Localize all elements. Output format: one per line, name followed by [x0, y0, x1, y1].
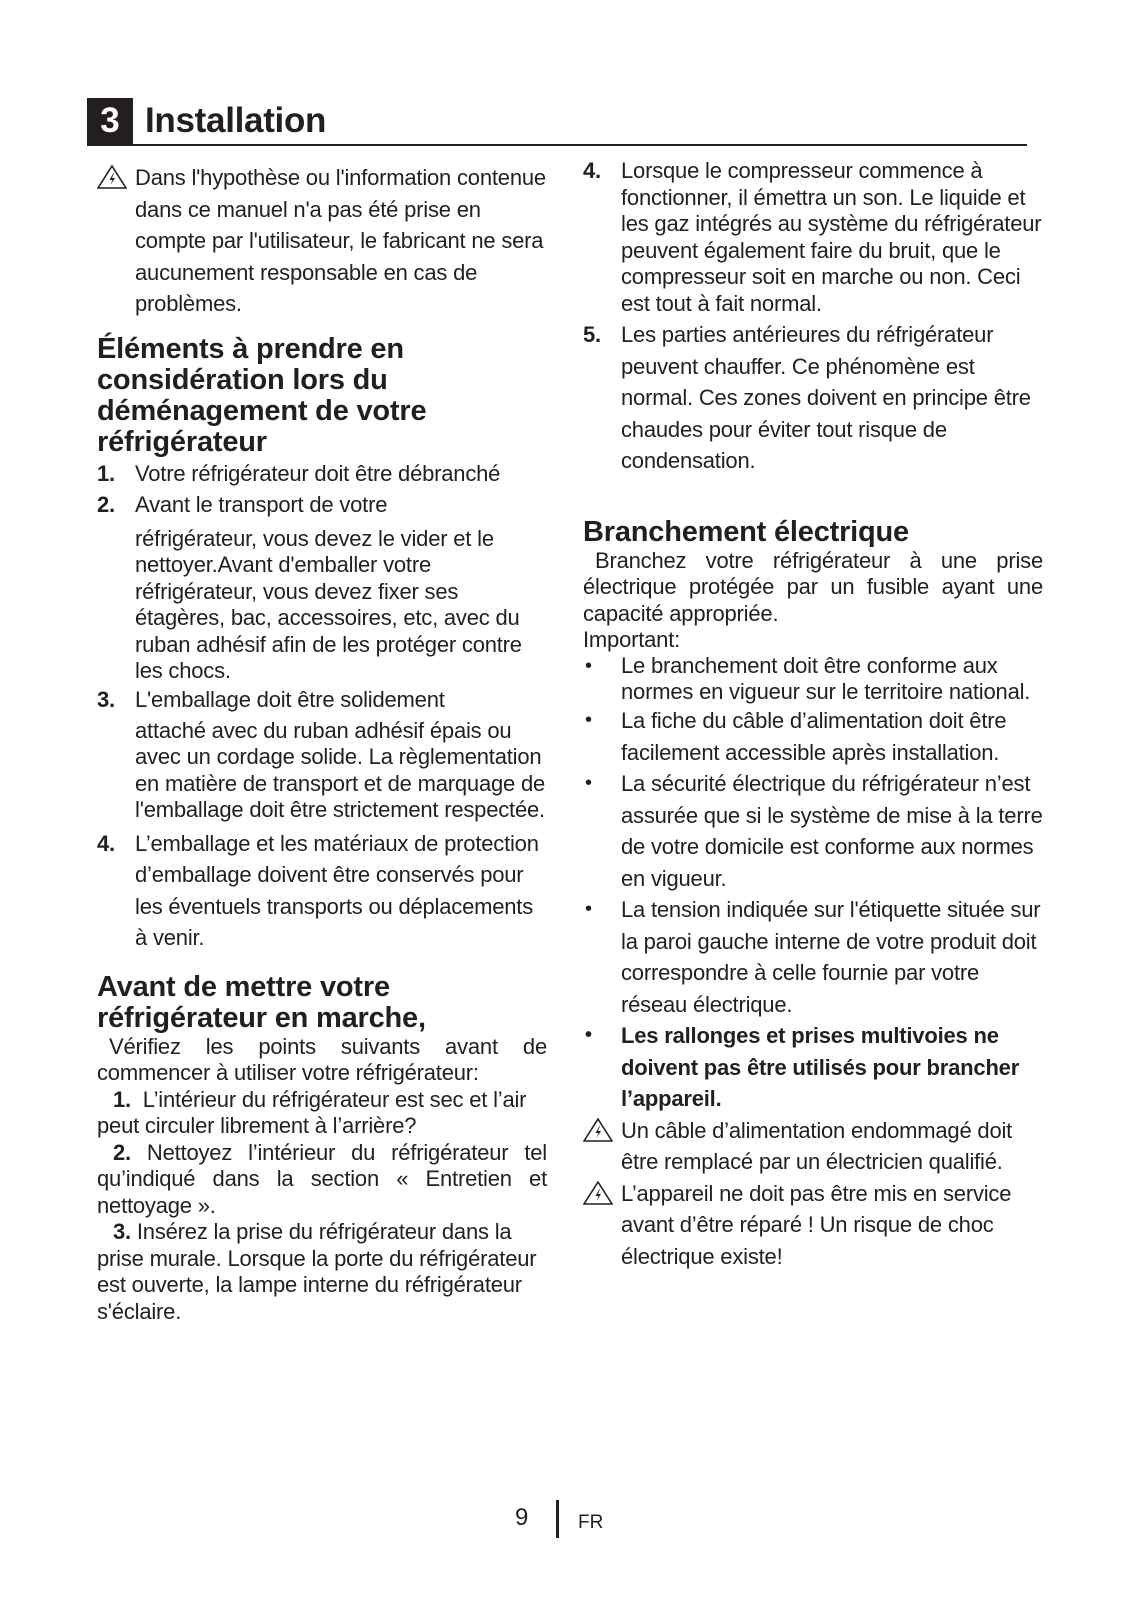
- item-text: L’intérieur du réfrigérateur est sec et l’air peut circuler librement à l’arrière?: [97, 1086, 527, 1138]
- moving-item-2: [97, 491, 547, 685]
- page-number: 9: [515, 1504, 529, 1531]
- bullet-text: La fiche du câble d’alimentation doit être facilement accessible après installation.: [621, 708, 1007, 765]
- language-code: FR: [578, 1512, 604, 1533]
- moving-section-title: Éléments à prendre en considération lors du déménagement de votre réfrigérateur: [97, 332, 427, 458]
- bullet-text: Le branchement doit être conforme aux normes en vigueur sur le territoire national.: [621, 653, 1031, 704]
- moving-item-3: [97, 686, 547, 824]
- startup-item-5: [583, 319, 1043, 477]
- startup-section-title: Avant de mettre votre réfrigérateur en marche,: [97, 970, 426, 1034]
- item-text: L’emballage et les matériaux de protection d’emballage doivent être conservés pour les éventuels transports ou déplacements à venir.: [135, 830, 539, 950]
- bullet-icon: •: [585, 898, 592, 920]
- item-text-first: L'emballage doit être solidement: [135, 686, 445, 712]
- moving-item-1: [97, 460, 547, 487]
- startup-intro: Vérifiez les points suivants avant de commencer à utiliser votre réfrigérateur:: [97, 1033, 547, 1085]
- bullet-text: La tension indiquée sur l'étiquette située sur la paroi gauche interne de votre produit doit correspondre à celle fournie par votre réseau électrique.: [621, 897, 1041, 1017]
- electrical-bullet-3: [583, 768, 1043, 894]
- item-number: 4.: [97, 830, 115, 856]
- startup-item-2: [97, 1140, 547, 1220]
- item-number: 4.: [583, 158, 601, 183]
- footer-divider: [556, 1500, 559, 1538]
- bullet-icon: •: [585, 655, 592, 677]
- electrical-warning-2: [583, 1178, 1043, 1273]
- item-number: 3.: [113, 1219, 131, 1244]
- item-text: Insérez la prise du réfrigérateur dans la prise murale. Lorsque la porte du réfrigérateur est ouverte, la lampe interne du réfrigérateur s'éclaire.: [97, 1219, 537, 1324]
- item-text: Nettoyez l’intérieur du réfrigérateur tel qu’indiqué dans la section « Entretien et nettoyage ».: [97, 1139, 547, 1218]
- item-text: Votre réfrigérateur doit être débranché: [135, 460, 501, 486]
- electrical-bullet-4: [583, 894, 1043, 1020]
- item-text: Lorsque le compresseur commence à fonctionner, il émettra un son. Le liquide et les gaz intégrés au système du réfrigérateur peuvent également faire du bruit, que le compresseur soit en marche ou non. Ceci est tout à fait normal.: [621, 158, 1042, 316]
- moving-item-4: [97, 828, 547, 954]
- important-label: Important:: [583, 627, 681, 652]
- electric-warning-icon: [583, 1118, 613, 1142]
- electric-warning-icon: [97, 165, 127, 189]
- electric-warning-icon: [583, 1181, 613, 1205]
- intro-warning-text: Dans l'hypothèse ou l'information contenue dans ce manuel n'a pas été prise en compte par l'utilisateur, le fabricant ne sera aucunement responsable en cas de problèmes.: [135, 165, 546, 316]
- item-text: Les parties antérieures du réfrigérateur peuvent chauffer. Ce phénomène est normal. Ces zones doivent en principe être chaudes pour éviter tout risque de condensation.: [621, 322, 1031, 473]
- right-column: [583, 158, 1043, 1272]
- bullet-text: La sécurité électrique du réfrigérateur n’est assurée que si le système de mise à la terre de votre domicile est conforme aux normes en vigueur.: [621, 771, 1043, 891]
- bullet-icon: •: [585, 1024, 592, 1046]
- warning-text: Un câble d’alimentation endommagé doit être remplacé par un électricien qualifié.: [621, 1117, 1013, 1174]
- electrical-section-title: Branchement électrique: [583, 515, 909, 548]
- bullet-text: Les rallonges et prises multivoies ne doivent pas être utilisés pour brancher l’appareil.: [621, 1023, 1020, 1111]
- item-text-rest: attaché avec du ruban adhésif épais ou avec un cordage solide. La règlementation en matière de transport et de marquage de l'emballage doit être strictement respectée.: [135, 717, 546, 822]
- page-footer: [0, 1500, 1128, 1540]
- electrical-bullet-1: [583, 653, 1043, 705]
- intro-warning: [97, 162, 547, 320]
- item-number: 2.: [113, 1139, 131, 1165]
- electrical-bullet-2: [583, 705, 1043, 768]
- chapter-number-badge: 3: [87, 98, 133, 144]
- item-text-rest: réfrigérateur, vous devez le vider et le nettoyer.Avant d'emballer votre réfrigérateur, vous devez fixer ses étagères, bac, accessoires, etc, avec du ruban adhésif afin de les protéger contre les chocs.: [135, 525, 522, 683]
- chapter-title: Installation: [145, 101, 327, 140]
- item-number: 3.: [97, 686, 115, 712]
- header-divider: [87, 144, 1027, 146]
- warning-text: L’appareil ne doit pas être mis en service avant d’être réparé ! Un risque de choc électrique existe!: [621, 1180, 1012, 1269]
- item-text-first: Avant le transport de votre: [135, 491, 388, 517]
- startup-item-4: [583, 158, 1043, 317]
- item-number: 1.: [97, 460, 115, 486]
- left-column: [97, 162, 547, 1325]
- item-number: 5.: [583, 322, 601, 347]
- bullet-icon: •: [585, 709, 592, 731]
- item-number: 1.: [113, 1086, 131, 1112]
- chapter-header: [87, 98, 1027, 146]
- startup-item-3: [97, 1219, 547, 1325]
- electrical-bullet-5: [583, 1020, 1043, 1115]
- item-number: 2.: [97, 491, 115, 517]
- bullet-icon: •: [585, 772, 592, 794]
- electrical-intro: Branchez votre réfrigérateur à une prise électrique protégée par un fusible ayant une capacité appropriée.: [583, 547, 1043, 626]
- electrical-warning-1: [583, 1115, 1043, 1178]
- startup-item-1: [97, 1087, 547, 1140]
